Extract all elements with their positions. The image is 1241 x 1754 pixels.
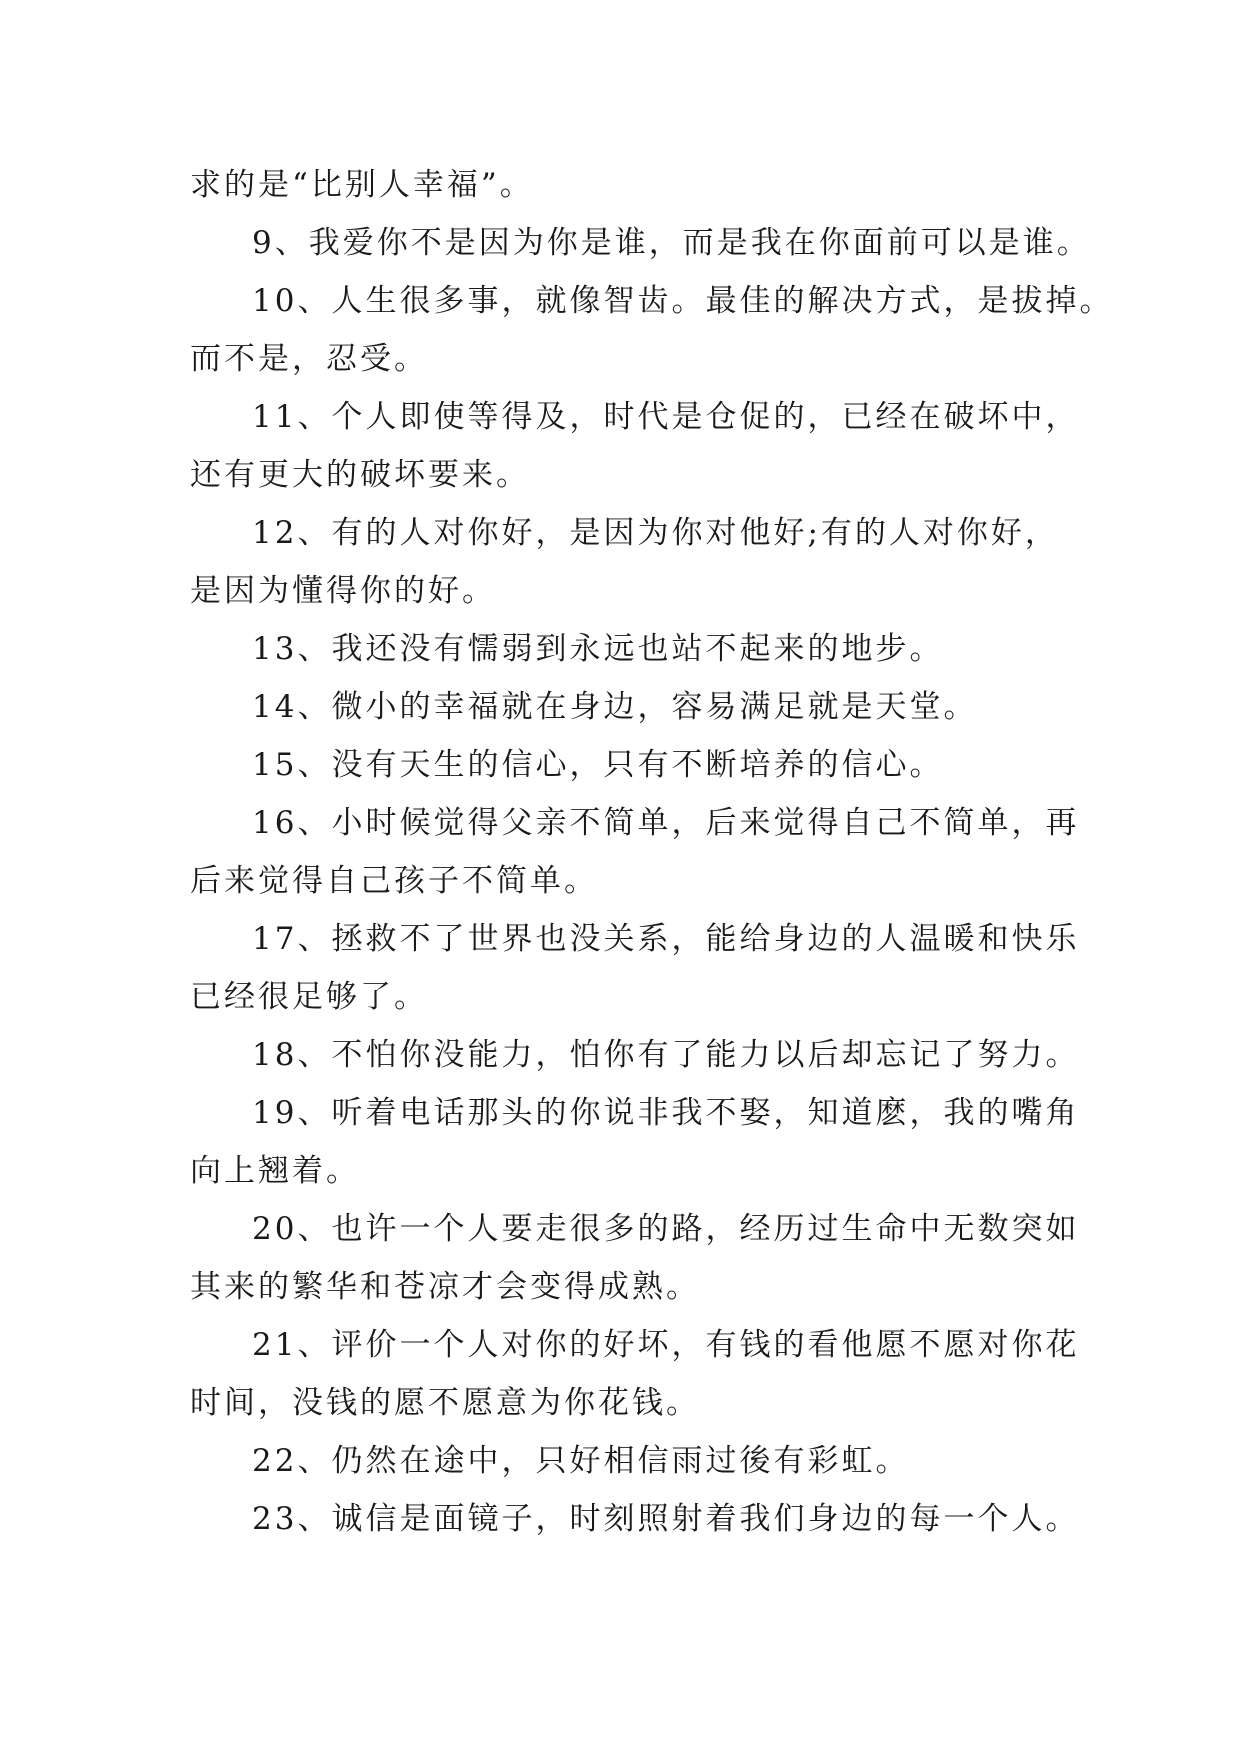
- text-line: 11、个人即使等得及，时代是仓促的，已经在破坏中，: [252, 399, 1080, 435]
- text-line: 14、微小的幸福就在身边，容易满足就是天堂。: [252, 689, 978, 725]
- text-line: 而不是，忍受。: [190, 341, 428, 377]
- text-line: 16、小时候觉得父亲不简单，后来觉得自己不简单，再: [252, 805, 1080, 841]
- text-line: 9、我爱你不是因为你是谁，而是我在你面前可以是谁。: [252, 225, 1091, 261]
- text-line: 22、仍然在途中，只好相信雨过後有彩虹。: [252, 1443, 910, 1479]
- text-line: 已经很足够了。: [190, 979, 428, 1015]
- text-line: 向上翘着。: [190, 1153, 360, 1189]
- text-line: 21、评价一个人对你的好坏，有钱的看他愿不愿对你花: [252, 1327, 1080, 1363]
- text-line: 后来觉得自己孩子不简单。: [190, 863, 598, 899]
- text-line: 求的是“比别人幸福”。: [190, 167, 534, 203]
- text-line: 还有更大的破坏要来。: [190, 457, 530, 493]
- text-line: 是因为懂得你的好。: [190, 573, 496, 609]
- text-line: 12、有的人对你好，是因为你对他好;有的人对你好，: [252, 515, 1059, 551]
- text-line: 其来的繁华和苍凉才会变得成熟。: [190, 1269, 700, 1305]
- text-line: 13、我还没有懦弱到永远也站不起来的地步。: [252, 631, 944, 667]
- text-line: 19、听着电话那头的你说非我不娶，知道麽，我的嘴角: [252, 1095, 1080, 1131]
- text-line: 18、不怕你没能力，怕你有了能力以后却忘记了努力。: [252, 1037, 1080, 1073]
- text-line: 时间，没钱的愿不愿意为你花钱。: [190, 1385, 700, 1421]
- text-line: 15、没有天生的信心，只有不断培养的信心。: [252, 747, 944, 783]
- text-line: 10、人生很多事，就像智齿。最佳的解决方式，是拔掉。: [252, 283, 1114, 319]
- text-line: 17、拯救不了世界也没关系，能给身边的人温暖和快乐: [252, 921, 1080, 957]
- text-line: 23、诚信是面镜子，时刻照射着我们身边的每一个人。: [252, 1501, 1080, 1537]
- text-line: 20、也许一个人要走很多的路，经历过生命中无数突如: [252, 1211, 1080, 1247]
